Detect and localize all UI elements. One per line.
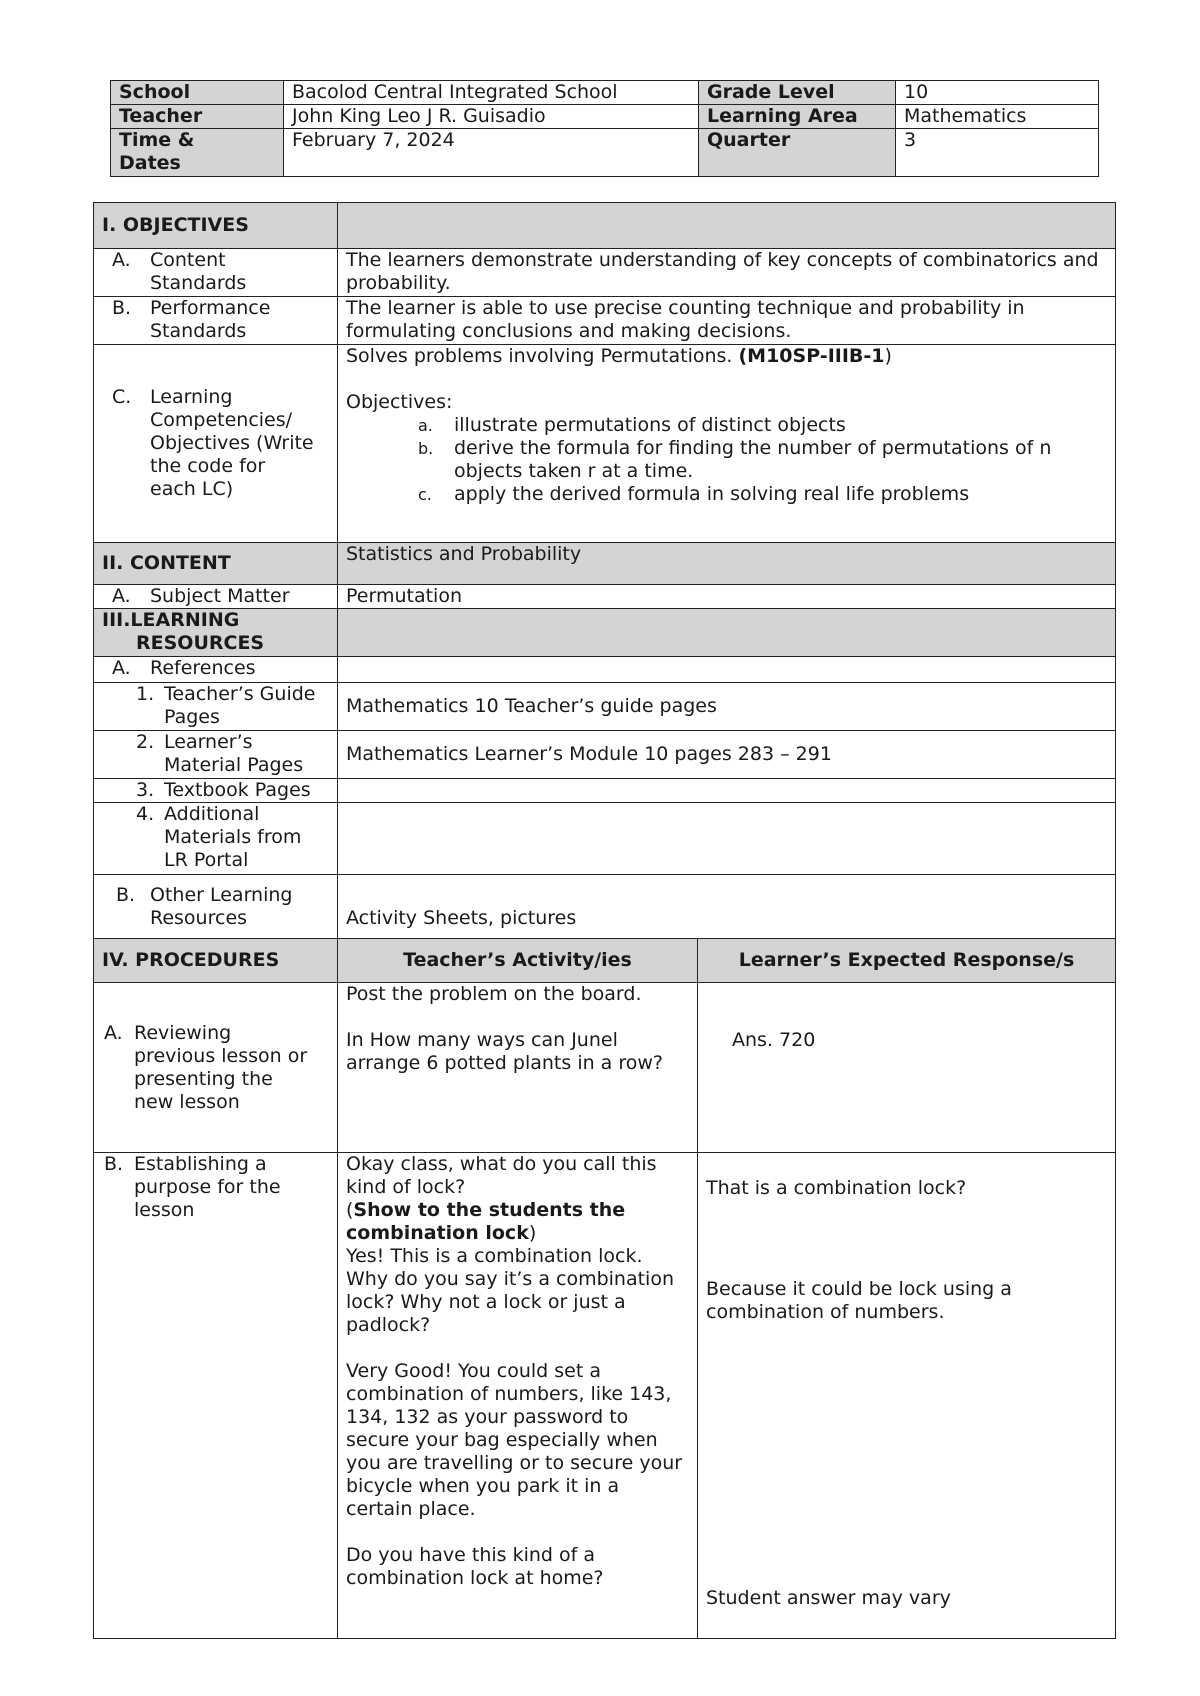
competencies-content (338, 345, 1116, 543)
establishing-teacher-text-5: Do you have this kind of a combination lock at home? (346, 1544, 604, 1589)
establishing-marker: B. (104, 1153, 124, 1175)
objective-text: derive the formula for finding the number of permutations of n objects taken r at a time. (454, 437, 1052, 482)
learners-material-marker: 2. (136, 731, 155, 753)
time-dates-label (111, 129, 284, 177)
procedures-heading: IV. PROCEDURES (94, 939, 338, 983)
competencies-label (94, 345, 338, 543)
textbook-pages-label-text: Textbook Pages (164, 779, 311, 801)
learners-material-label-l2: Material Pages (164, 754, 304, 776)
performance-standards-label-l2: Standards (150, 320, 247, 342)
textbook-pages-marker: 3. (136, 779, 155, 801)
additional-materials-marker: 4. (136, 803, 155, 825)
establishing-learner-answer-3: Student answer may vary (706, 1587, 951, 1609)
instruction-open: ( (346, 1199, 354, 1221)
performance-standards-label-l1: Performance (150, 297, 271, 319)
teacher-value: John King Leo J R. Guisadio (284, 105, 699, 129)
establishing-label-l1: Establishing a (134, 1153, 267, 1175)
content-standards-label-l2: Standards (150, 272, 247, 294)
reviewing-learner-response (698, 983, 1116, 1153)
lesson-plan-table (93, 202, 1116, 1639)
time-label-line1: Time & (119, 129, 195, 151)
competencies-marker: C. (112, 386, 132, 408)
competency-code: (M10SP-IIIB-1 (738, 345, 885, 367)
time-label-line2: Dates (119, 152, 181, 174)
content-standards-label-l1: Content (150, 249, 226, 271)
other-resources-label (94, 875, 338, 939)
learners-material-label-l1: Learner’s (164, 731, 253, 753)
teacher-label: Teacher (111, 105, 284, 129)
additional-materials-label-l1: Additional (164, 803, 260, 825)
resources-heading-l1: III.LEARNING (102, 609, 240, 631)
grade-level-label: Grade Level (699, 81, 896, 105)
other-resources-label-l2: Resources (150, 906, 248, 929)
content-standards-marker: A. (112, 249, 131, 271)
subject-matter-value: Permutation (338, 585, 1116, 609)
school-value: Bacolod Central Integrated School (284, 81, 699, 105)
establishing-learner-answer-2: Because it could be lock using a combination of numbers. (706, 1278, 1012, 1323)
other-resources-marker: B. (116, 883, 136, 906)
objective-marker: b. (418, 439, 434, 458)
learners-material-label (94, 731, 338, 779)
objectives-list (346, 414, 1107, 506)
school-label: School (111, 81, 284, 105)
competencies-label-l5: each LC) (150, 478, 234, 500)
learning-area-value: Mathematics (896, 105, 1099, 129)
header-table (110, 80, 1099, 177)
objective-item (418, 483, 1107, 506)
reviewing-teacher-text-2: In How many ways can Junel arrange 6 potted plants in a row? (346, 1029, 664, 1074)
objective-item (418, 414, 1107, 437)
teachers-guide-label (94, 683, 338, 731)
objective-item (418, 437, 1107, 483)
performance-standards-text: The learner is able to use precise counting technique and probability in formulating conclusions and making decisions. (338, 297, 1116, 345)
resources-heading-blank (338, 609, 1116, 657)
establishing-teacher-text-3: Yes! This is a combination lock. Why do you say it’s a combination lock? Why not a lock or just a padlock? (346, 1245, 675, 1336)
competencies-label-l2: Competencies/ (150, 409, 293, 431)
other-resources-value: Activity Sheets, pictures (338, 875, 1116, 939)
references-value (338, 657, 1116, 683)
instruction-close: ) (528, 1222, 537, 1244)
establishing-label-l2: purpose for the (134, 1176, 281, 1198)
competency-statement (346, 345, 1107, 368)
objectives-label: Objectives: (346, 391, 453, 413)
objective-marker: a. (418, 416, 433, 435)
teacher-activity-header: Teacher’s Activity/ies (338, 939, 698, 983)
competency-lead: Solves problems involving Permutations. (346, 345, 739, 367)
objectives-heading-blank (338, 203, 1116, 249)
references-label-text: References (150, 657, 256, 679)
quarter-label: Quarter (699, 129, 896, 177)
establishing-learner-answer-1: That is a combination lock? (706, 1177, 967, 1199)
references-label (94, 657, 338, 683)
quarter-value: 3 (896, 129, 1099, 177)
competencies-label-l4: the code for (150, 455, 266, 477)
content-heading: II. CONTENT (94, 543, 338, 585)
objective-text: illustrate permutations of distinct objects (454, 414, 846, 436)
reviewing-label-l4: new lesson (134, 1090, 240, 1113)
performance-standards-marker: B. (112, 297, 132, 319)
content-standards-text: The learners demonstrate understanding of key concepts of combinatorics and probability. (338, 249, 1116, 297)
competencies-label-l1: Learning (150, 386, 233, 408)
competencies-label-l3: Objectives (Write (150, 432, 314, 454)
learner-response-header: Learner’s Expected Response/s (698, 939, 1116, 983)
subject-matter-label-text: Subject Matter (150, 585, 290, 607)
grade-level-value: 10 (896, 81, 1099, 105)
establishing-label-l3: lesson (134, 1199, 195, 1221)
learners-material-value: Mathematics Learner’s Module 10 pages 283 – 291 (338, 731, 1116, 779)
competency-code-close: ) (884, 345, 892, 367)
performance-standards-label (94, 297, 338, 345)
establishing-learner-response (698, 1153, 1116, 1639)
teachers-guide-marker: 1. (136, 683, 155, 705)
time-dates-value: February 7, 2024 (284, 129, 699, 177)
establishing-label (94, 1153, 338, 1639)
textbook-pages-label (94, 779, 338, 803)
additional-materials-label-l2: Materials from (164, 826, 302, 848)
teachers-guide-label-l1: Teacher’s Guide (164, 683, 316, 705)
objective-marker: c. (418, 485, 432, 504)
reviewing-teacher-activity (338, 983, 698, 1153)
establishing-teacher-activity (338, 1153, 698, 1639)
subject-matter-marker: A. (112, 585, 131, 607)
additional-materials-label-l3: LR Portal (164, 849, 249, 871)
objectives-heading: I. OBJECTIVES (94, 203, 338, 249)
additional-materials-label (94, 803, 338, 875)
content-standards-label (94, 249, 338, 297)
reviewing-marker: A. (104, 1021, 123, 1044)
reviewing-teacher-text-1: Post the problem on the board. (346, 983, 642, 1005)
reviewing-label-l1: Reviewing (134, 1021, 232, 1044)
reviewing-label (94, 983, 338, 1153)
teachers-guide-value: Mathematics 10 Teacher’s guide pages (338, 683, 1116, 731)
establishing-teacher-text-4: Very Good! You could set a combination of numbers, like 143, 134, 132 as your password to secure your bag especially when you are travelling or to secure your bicycle when you park it in a certain place. (346, 1360, 683, 1520)
establishing-teacher-text-1: Okay class, what do you call this kind of lock? (346, 1153, 657, 1198)
textbook-pages-value (338, 779, 1116, 803)
subject-matter-label (94, 585, 338, 609)
reviewing-label-l3: presenting the (134, 1067, 273, 1090)
reviewing-label-l2: previous lesson or (134, 1044, 308, 1067)
other-resources-label-l1: Other Learning (150, 883, 293, 906)
instruction-bold: Show to the students the combination lock (346, 1199, 626, 1244)
teachers-guide-label-l2: Pages (164, 706, 220, 728)
learning-area-label: Learning Area (699, 105, 896, 129)
objective-text: apply the derived formula in solving real life problems (454, 483, 970, 505)
references-marker: A. (112, 657, 131, 679)
reviewing-learner-answer: Ans. 720 (732, 1029, 816, 1051)
additional-materials-value (338, 803, 1116, 875)
establishing-teacher-instruction (346, 1199, 689, 1245)
content-heading-value: Statistics and Probability (338, 543, 1116, 585)
resources-heading-l2: RESOURCES (136, 632, 265, 654)
resources-heading (94, 609, 338, 657)
